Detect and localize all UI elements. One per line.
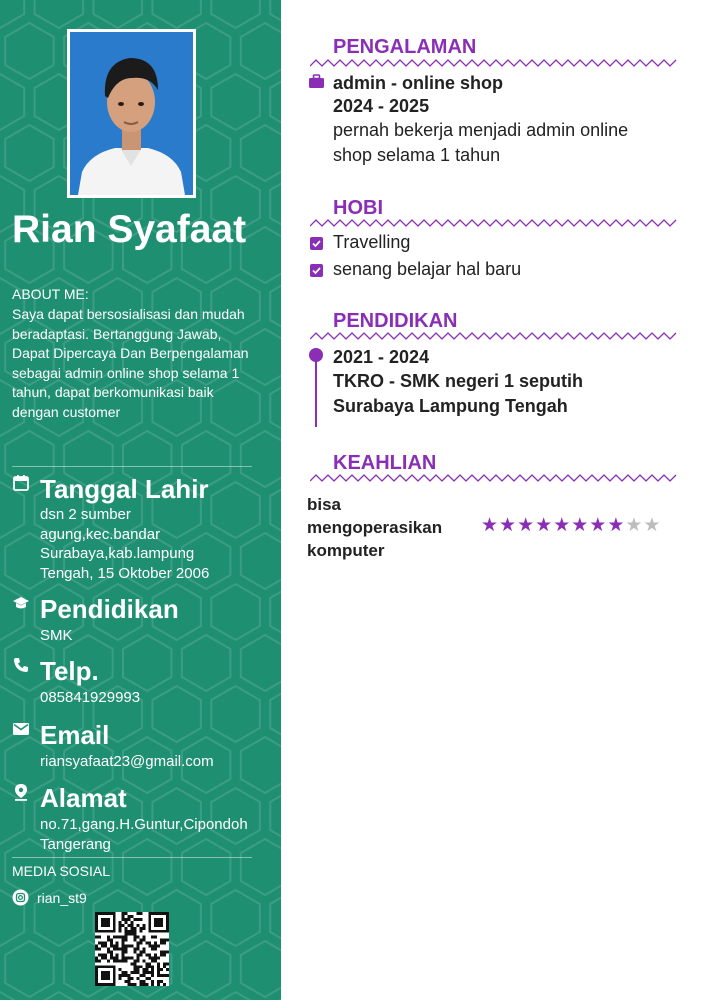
education-value: SMK [40,627,73,644]
instagram-handle-text: rian_st9 [37,889,87,906]
experience-years: 2024 - 2025 [333,96,430,116]
star-filled-icon: ★ [589,515,607,536]
email-title: Email [40,720,110,750]
section-divider-zigzag [310,331,680,341]
address-value: no.71,gang.H.Guntur,Cipondoh Tangerang [40,816,248,853]
timeline-marker [307,347,325,427]
qr-code[interactable] [95,912,169,986]
sidebar [0,0,281,1000]
birth-date-value: dsn 2 sumber agung,kec.bandar Surabaya,kab.lampung Tengah, 15 Oktober 2006 [40,506,210,582]
star-empty-icon: ★ [643,515,661,536]
instagram-icon [12,889,29,906]
education-years: 2021 - 2024 [333,347,430,367]
about-me-label: ABOUT ME: [12,286,89,302]
briefcase-icon [308,74,325,89]
star-empty-icon: ★ [625,515,643,536]
about-me-text: Saya dapat bersosialisasi dan mudah beradaptasi. Bertanggung Jawab, Dapat Dipercaya Dan Berpengalaman sebagai admin online shop selama 1 tahun, dapat berkomunikasi baik dengan customer [12,306,249,420]
section-divider-zigzag [310,473,680,483]
experience-description-line2: shop selama 1 tahun [333,145,501,165]
address-title: Alamat [40,783,127,813]
graduation-cap-icon [12,594,30,612]
divider [12,466,252,467]
star-filled-icon: ★ [517,515,535,536]
birth-date-title: Tanggal Lahir [40,474,209,504]
experience-section-title: PENGALAMAN [333,36,477,58]
profile-name: Rian Syafaat [12,208,247,251]
location-pin-icon [12,783,30,801]
hobby-section-title: HOBI [333,197,383,219]
checkbox-icon [310,237,323,250]
profile-photo [67,29,196,198]
phone-value: 085841929993 [40,689,141,706]
email-value: riansyafaat23@gmail.com [40,753,214,770]
calendar-icon [12,474,30,492]
instagram-handle[interactable] [12,889,87,906]
experience-role: admin - online shop [333,73,503,93]
star-filled-icon: ★ [553,515,571,536]
skill-rating-stars [481,516,660,536]
email-icon [12,720,30,738]
star-filled-icon: ★ [607,515,625,536]
checkbox-icon [310,264,323,277]
social-media-label: MEDIA SOSIAL [12,863,111,879]
person-portrait-illustration [70,32,193,195]
phone-icon [12,656,30,674]
star-filled-icon: ★ [535,515,553,536]
education-title: Pendidikan [40,594,179,624]
section-divider-zigzag [310,58,680,68]
profile-photo-image [70,32,193,195]
divider [12,857,252,858]
skill-name: bisa mengoperasikan komputer [307,495,443,560]
education-section-title: PENDIDIKAN [333,310,458,332]
hobby-item: senang belajar hal baru [333,259,522,279]
education-school-line1: TKRO - SMK negeri 1 seputih [333,371,584,391]
section-divider-zigzag [310,218,680,228]
phone-title: Telp. [40,656,99,686]
star-filled-icon: ★ [481,515,499,536]
hobby-item: Travelling [333,232,411,252]
education-school-line2: Surabaya Lampung Tengah [333,396,568,416]
experience-description-line1: pernah bekerja menjadi admin online [333,120,629,140]
star-filled-icon: ★ [499,515,517,536]
skills-section-title: KEAHLIAN [333,452,437,474]
star-filled-icon: ★ [571,515,589,536]
